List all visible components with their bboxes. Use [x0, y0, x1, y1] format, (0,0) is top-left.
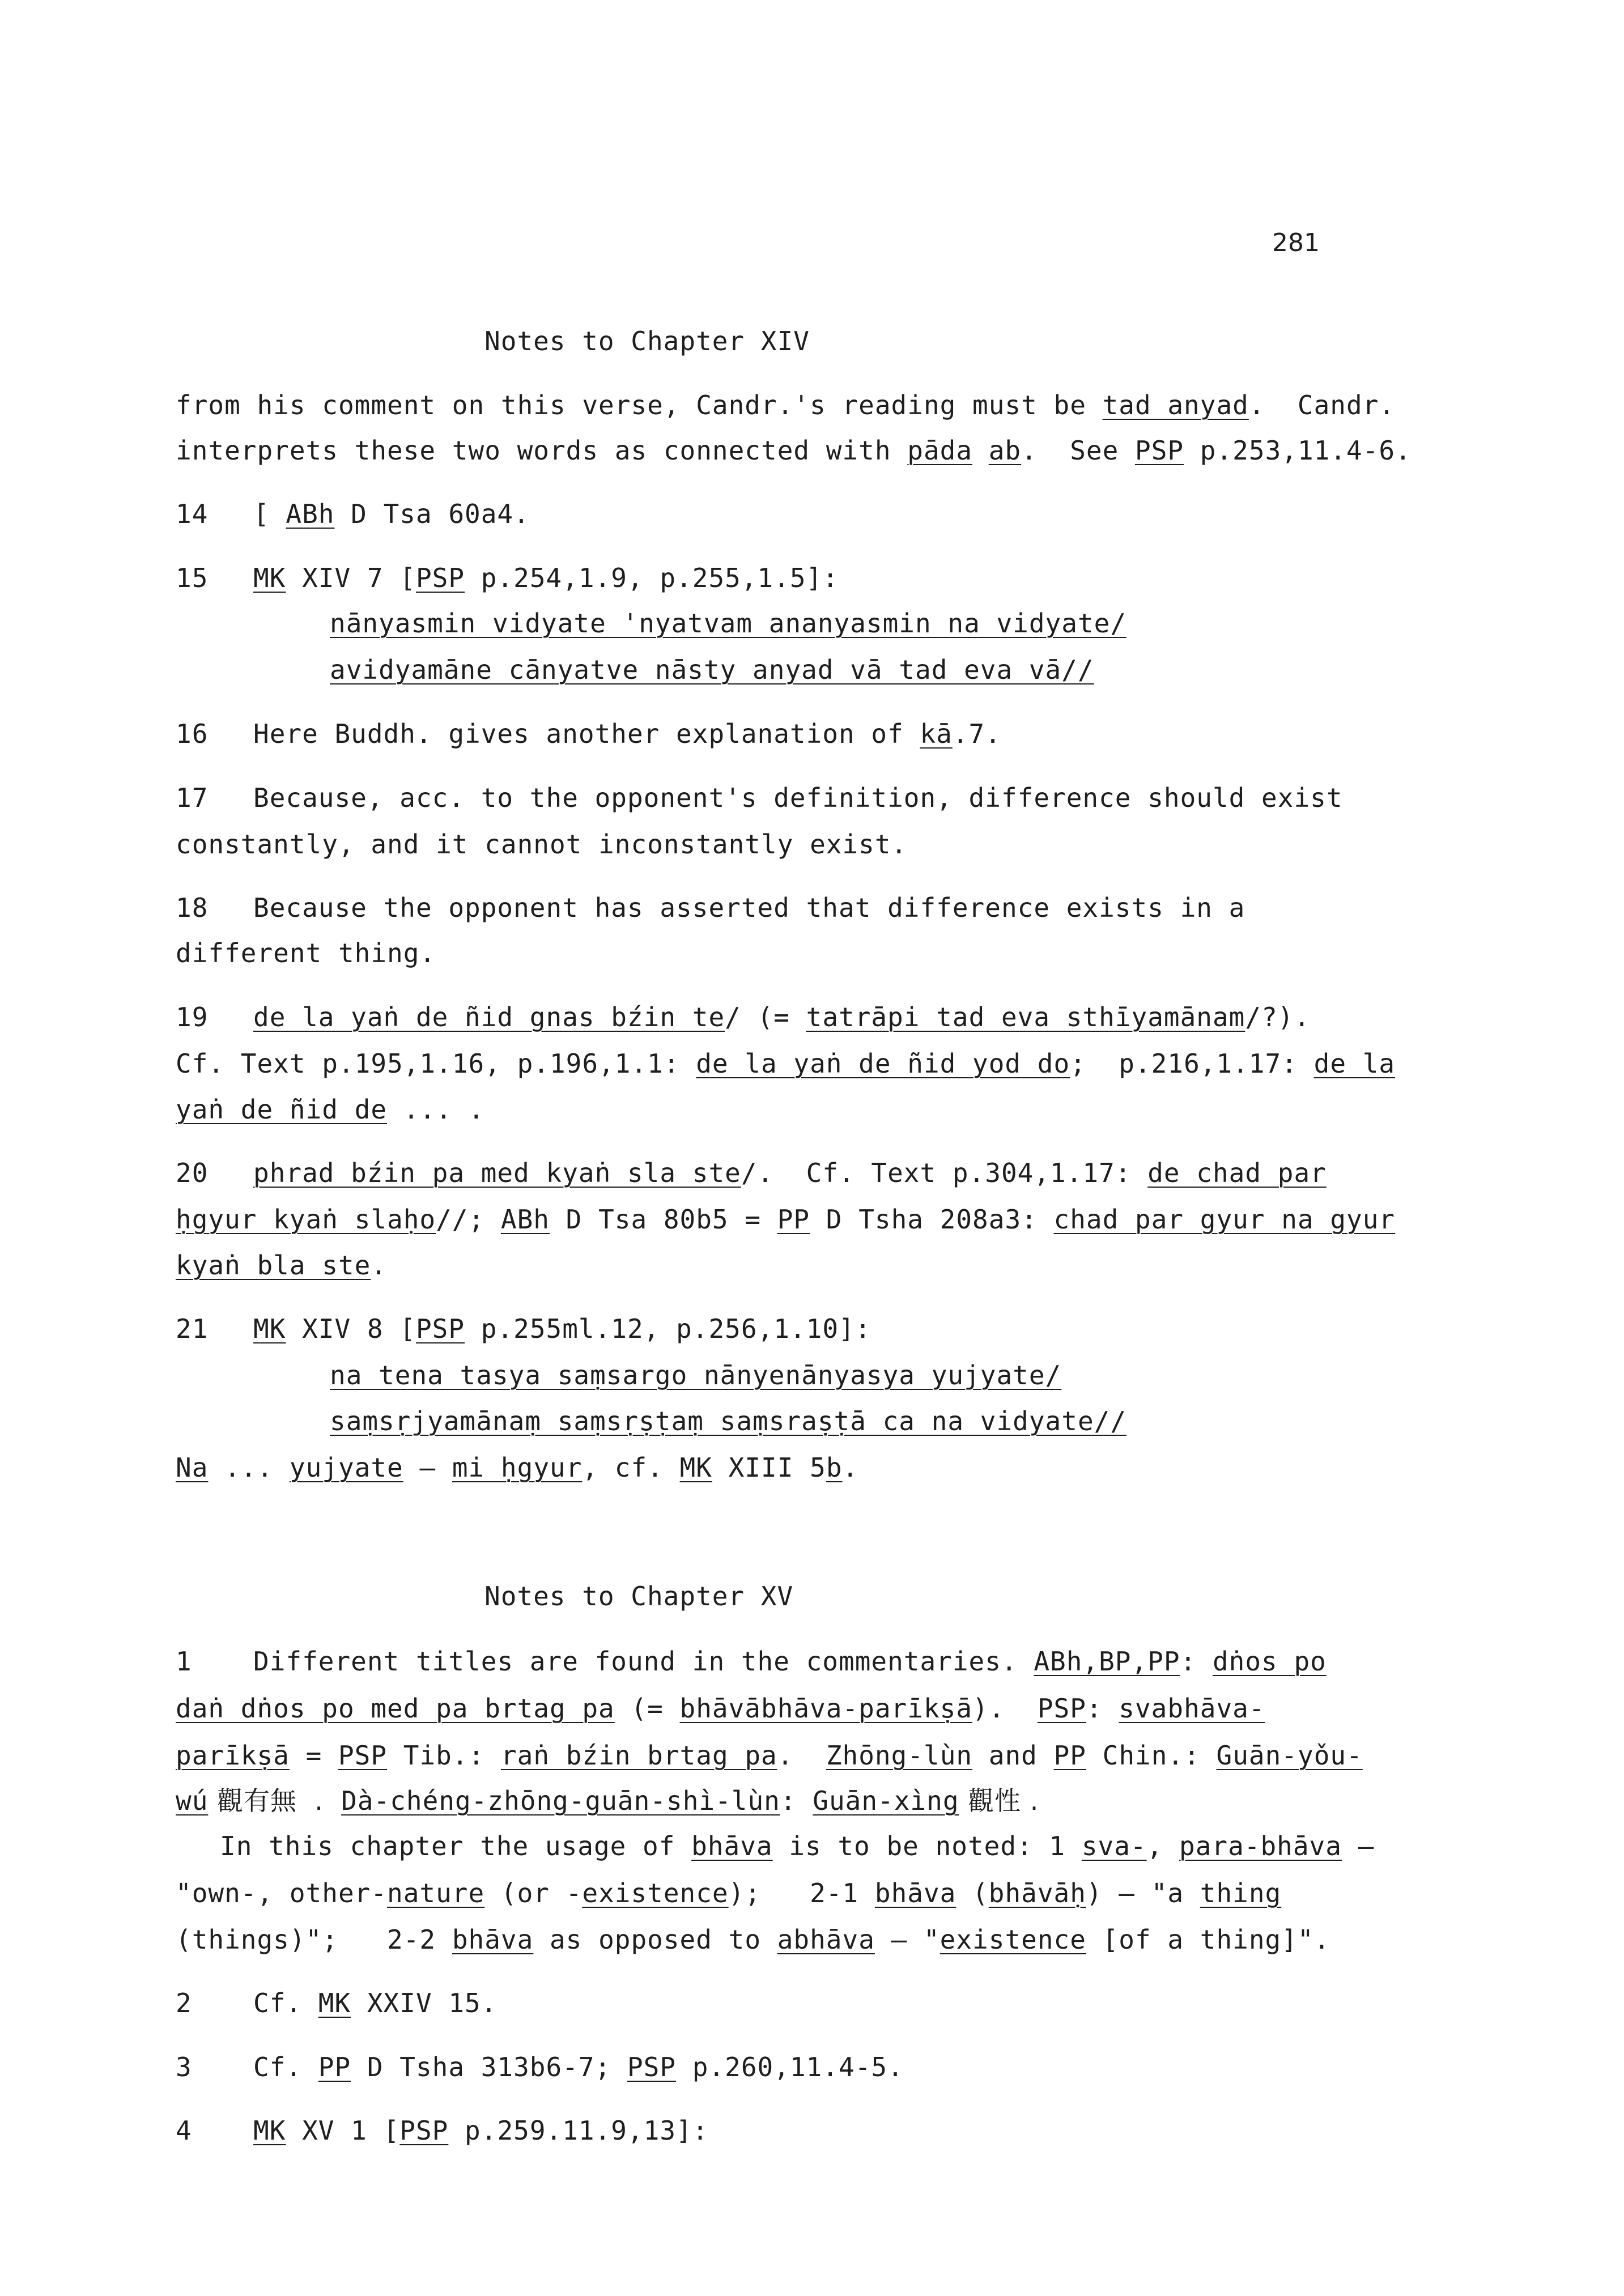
- note-17-line-2: constantly, and it cannot inconstantly exist.: [176, 829, 908, 860]
- note-21-verse-2: saṃsṛjyamānaṃ saṃsṛṣṭaṃ saṃsraṣṭā ca na vidyate//: [330, 1406, 1127, 1436]
- note-number: 16: [176, 718, 209, 749]
- ch15-usage-line-1: In this chapter the usage of bhāva is to be noted: 1 sva-, para-bhāva —: [220, 1831, 1375, 1861]
- note-15-verse-2: avidyamāne cānyatve nāsty anyad vā tad eva vā//: [330, 654, 1094, 685]
- ch15-note-4: 4 MK XV 1 [PSP p.259.11.9,13]:: [176, 2114, 708, 2148]
- note-number: 20: [176, 1158, 209, 1188]
- note-18-line-2: different thing.: [176, 938, 436, 968]
- note-20-line-3: kyaṅ bla ste.: [176, 1250, 388, 1281]
- note-number: 3: [176, 2052, 192, 2082]
- note-19-line-1: 19 de la yaṅ de ñid gnas bźin te/ (= tatrāpi tad eva sthīyamānam/?).: [176, 1000, 1310, 1034]
- ch14-intro-line-2: interprets these two words as connected with pāda ab. See PSP p.253,11.4-6.: [176, 435, 1412, 466]
- note-20-line-2: ḥgyur kyaṅ slaḥo//; ABh D Tsa 80b5 = PP D Tsha 208a3: chad par gyur na gyur: [176, 1204, 1396, 1235]
- note-number: 1: [176, 1646, 192, 1677]
- note-18-line-1: 18 Because the opponent has asserted that difference exists in a: [176, 891, 1245, 925]
- note-16: 16 Here Buddh. gives another explanation of kā.7.: [176, 717, 1001, 751]
- note-number: 19: [176, 1002, 209, 1032]
- ch15-note-3: 3 Cf. PP D Tsha 313b6-7; PSP p.260,11.4-5.: [176, 2050, 904, 2084]
- note-20-line-1: 20 phrad bźin pa med kyaṅ sla ste/. Cf. Text p.304,1.17: de chad par: [176, 1156, 1327, 1190]
- note-19-line-2: Cf. Text p.195,1.16, p.196,1.1: de la yaṅ de ñid yod do; p.216,1.17: de la: [176, 1048, 1396, 1079]
- note-number: 21: [176, 1313, 209, 1344]
- ch15-note-1-line-4: wú 觀有無 . Dà-chéng-zhōng-guān-shì-lùn: Guān-xìng 觀性 .: [176, 1785, 1039, 1816]
- note-number: 2: [176, 1988, 192, 2018]
- note-number: 4: [176, 2115, 192, 2146]
- note-21-verse-1: na tena tasya saṃsargo nānyenānyasya yujyate/: [330, 1360, 1062, 1391]
- note-17-line-1: 17 Because, acc. to the opponent's definition, difference should exist: [176, 781, 1343, 815]
- note-number: 17: [176, 783, 209, 813]
- note-19-line-3: yaṅ de ñid de ... .: [176, 1094, 485, 1125]
- note-number: 14: [176, 499, 209, 529]
- note-15: 15 MK XIV 7 [PSP p.254,1.9, p.255,1.5]:: [176, 561, 839, 595]
- ch15-usage-line-3: (things)"; 2-2 bhāva as opposed to abhāva — "existence [of a thing]".: [176, 1924, 1330, 1955]
- note-number: 18: [176, 892, 209, 923]
- ch14-intro-line-1: from his comment on this verse, Candr.'s reading must be tad anyad. Candr.: [176, 390, 1396, 420]
- ch15-note-2: 2 Cf. MK XXIV 15.: [176, 1986, 497, 2020]
- note-21-gloss: Na ... yujyate — mi ḥgyur, cf. MK XIII 5b.: [176, 1452, 859, 1483]
- page-number: 281: [1272, 228, 1320, 257]
- note-14: 14 [ ABh D Tsa 60a4.: [176, 497, 530, 531]
- note-21: 21 MK XIV 8 [PSP p.255ml.12, p.256,1.10]:: [176, 1312, 871, 1346]
- ch15-note-1-line-2: daṅ dṅos po med pa brtag pa (= bhāvābhāva-parīkṣā). PSP: svabhāva-: [176, 1693, 1265, 1724]
- note-15-verse-1: nānyasmin vidyate 'nyatvam ananyasmin na vidyate/: [330, 608, 1127, 639]
- ch15-note-1-line-3: parīkṣā = PSP Tib.: raṅ bźin brtag pa. Zhōng-lùn and PP Chin.: Guān-yǒu-: [176, 1740, 1363, 1771]
- note-number: 15: [176, 563, 209, 593]
- chapter-xv-heading: Notes to Chapter XV: [484, 1581, 794, 1612]
- ch15-usage-line-2: "own-, other-nature (or -existence); 2-1 bhāva (bhāvāḥ) — "a thing: [176, 1878, 1282, 1908]
- chapter-xiv-heading: Notes to Chapter XIV: [484, 326, 810, 356]
- ch15-note-1-line-1: 1 Different titles are found in the commentaries. ABh,BP,PP: dṅos po: [176, 1644, 1327, 1678]
